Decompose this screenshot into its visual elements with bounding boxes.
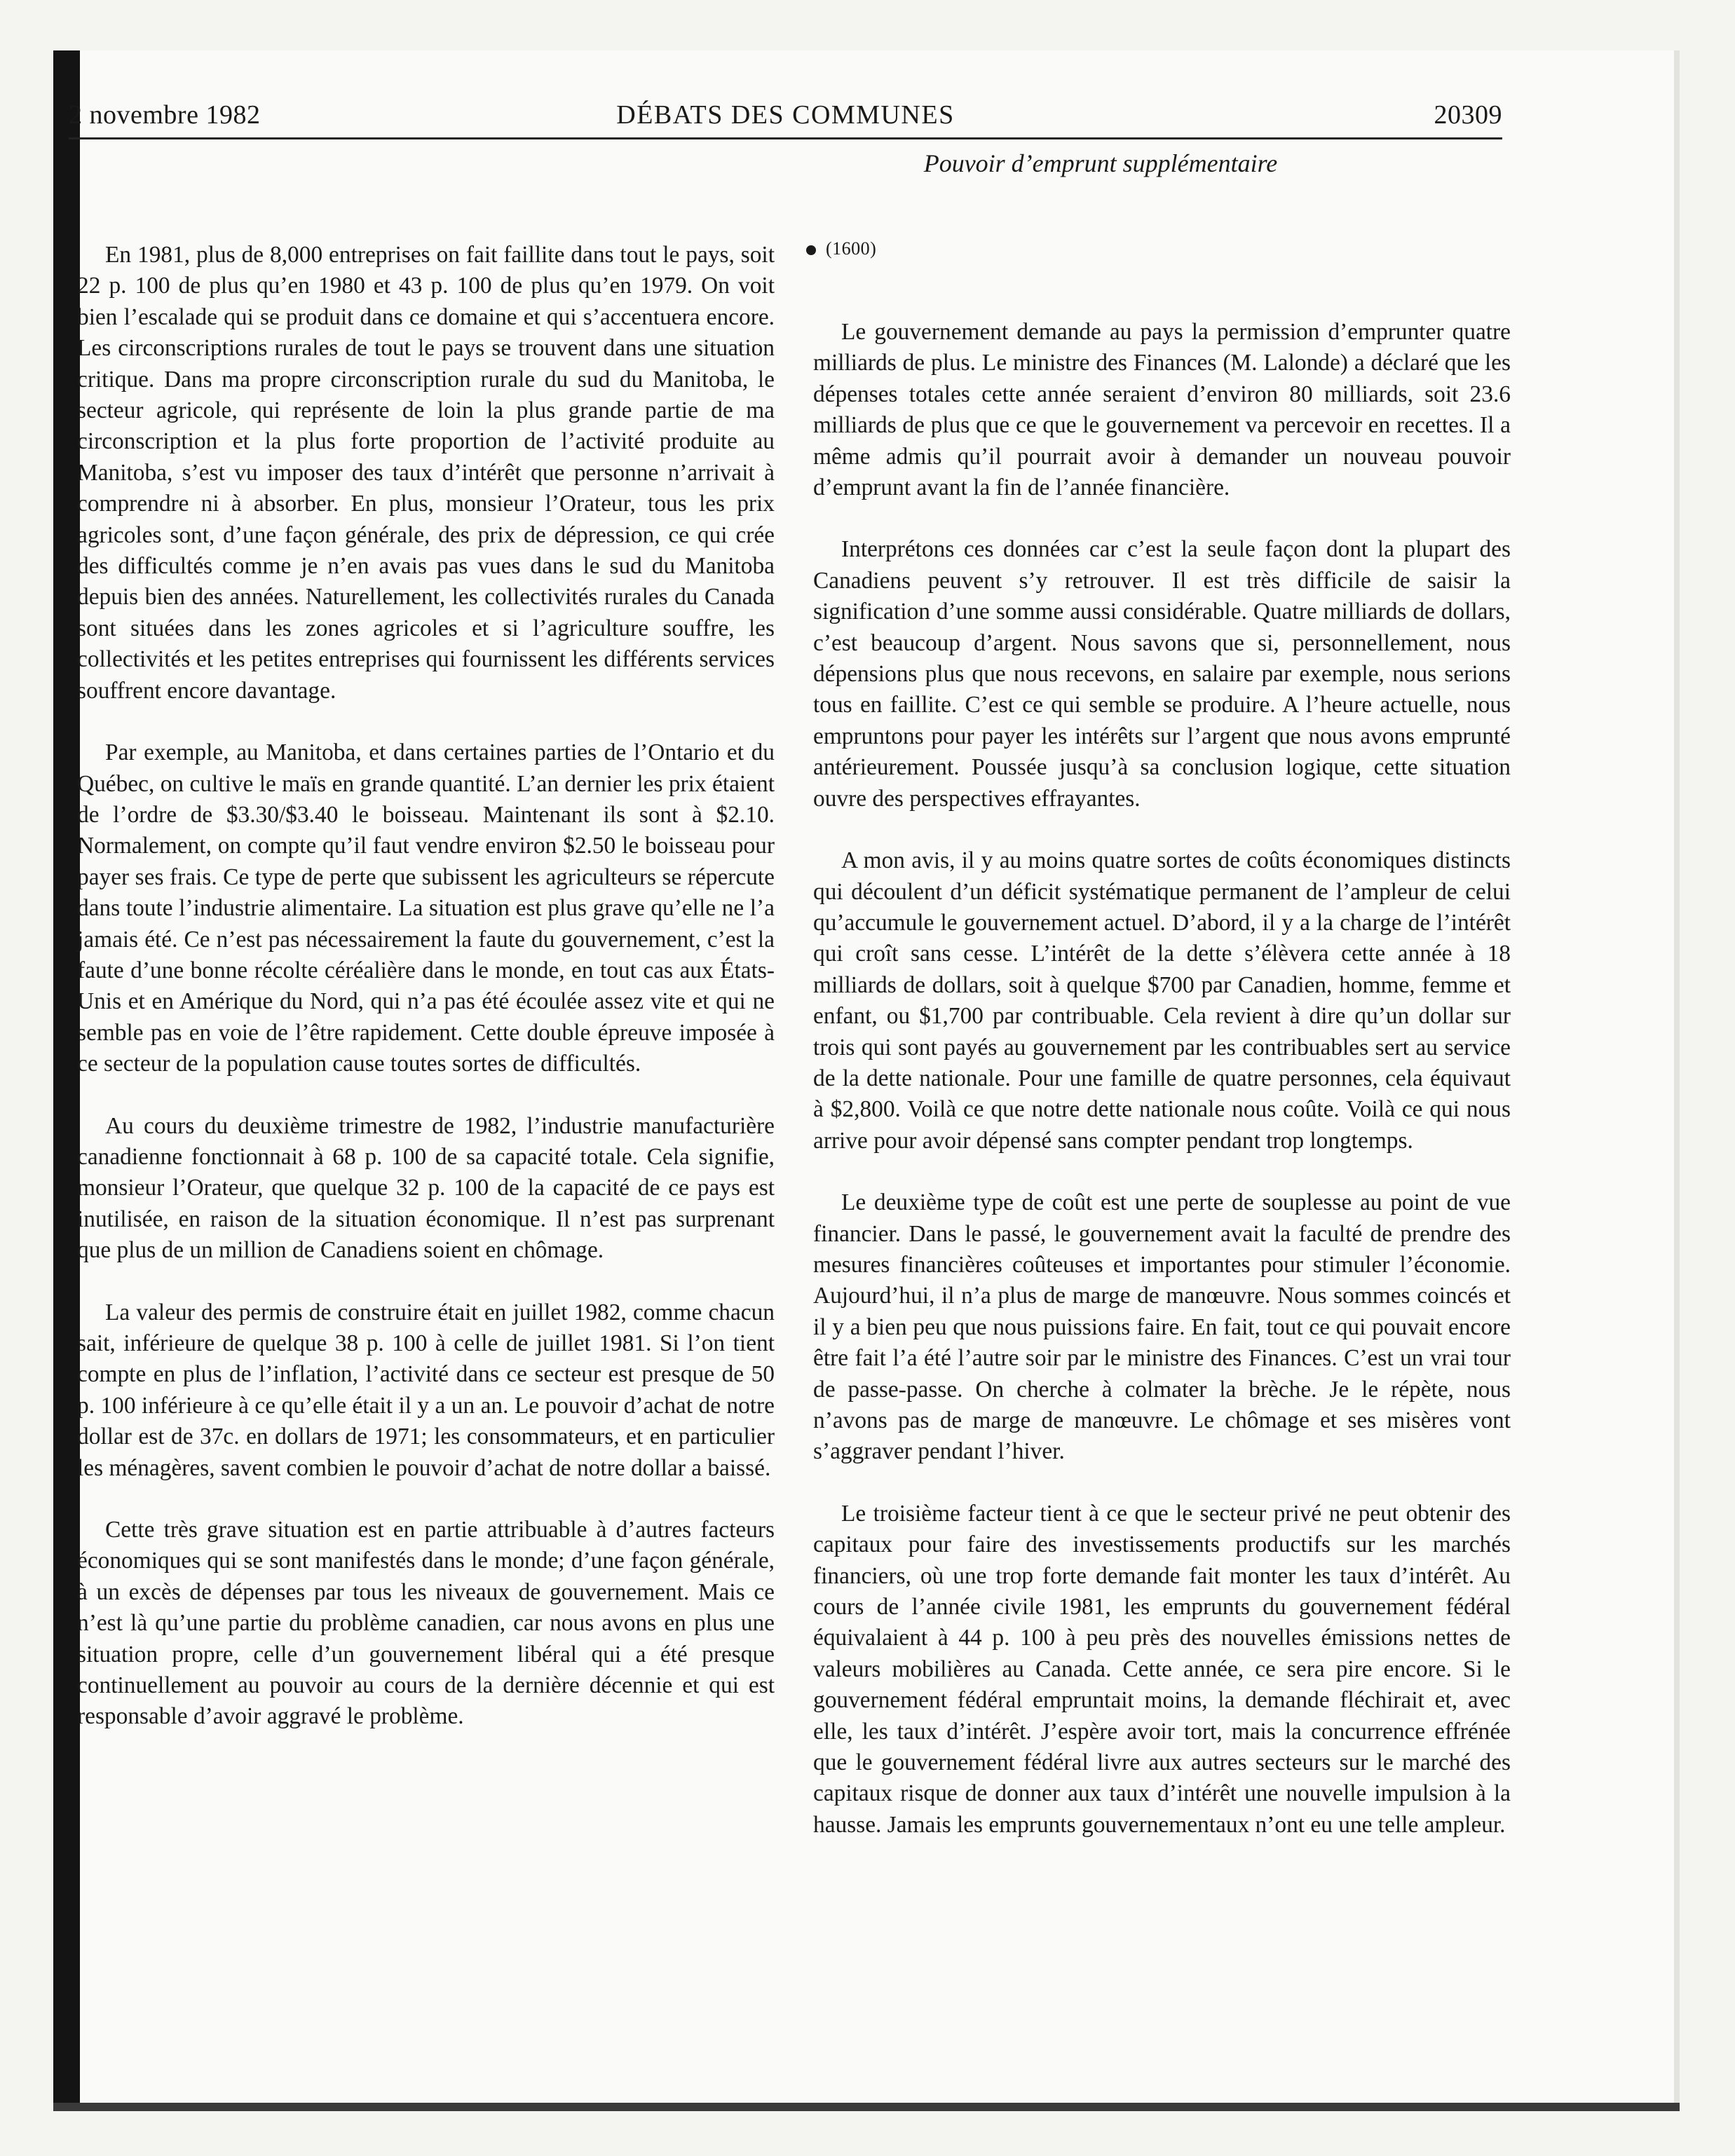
running-head: Pouvoir d’emprunt supplémentaire (923, 149, 1278, 177)
paragraph: Le troisième facteur tient à ce que le secteur privé ne peut obtenir des capitaux pour faire des investissements productifs sur les marchés financiers, où une trop forte demande fait monter les taux d’intérêt. Au cours de l’année civile 1981, les emprunts du gouvernement fédéral équivalaient à 44 p. 100 à peu près des nouvelles émissions nettes de valeurs mobilières au Canada. Cette année, ce sera pire encore. Si le gouvernement fédéral empruntait moins, la demande fléchirait et, avec elle, les taux d’intérêt. J’espère avoir tort, mais la concurrence effrénée que le gouvernement fédéral livre aux autres secteurs sur le marché des capitaux risque de donner aux taux d’intérêt une nouvelle impulsion à la hausse. Jamais les emprunts gouvernementaux n’ont eu une telle ampleur. (813, 1500, 1511, 1838)
header-title: DÉBATS DES COMMUNES (616, 100, 955, 130)
paragraph: A mon avis, il y au moins quatre sortes de coûts économiques distincts qui découlent d’un déficit systématique permanent de l’ampleur de celui qu’accumule le gouvernement actuel. D’abord, il y a la charge de l’intérêt qui croît sans cesse. L’intérêt de la dette s’élèvera cette année à 18 milliards de dollars, soit à quelque $700 par Canadien, homme, femme et enfant, ou $1,700 par contribuable. Cela revient à dire qu’un dollar sur trois qui sont payés au gouvernement par les contribuables sert au service de la dette nationale. Pour une famille de quatre personnes, cela équivaut à $2,800. Voilà ce que notre dette nationale nous coûte. Voilà ce qui nous arrive pour avoir dépensé sans compter pendant trop longtemps. (813, 847, 1511, 1154)
bullet-icon (806, 245, 816, 255)
paragraph: Au cours du deuxième trimestre de 1982, l’industrie manufacturière canadienne fonctionnait à 68 p. 100 de sa capacité totale. Cela signifie, monsieur l’Orateur, que quelque 32 p. 100 de la capacité de ce pays est inutilisée, en raison de la situation économique. Il n’est pas surprenant que plus de un million de Canadiens soient en chômage. (77, 1112, 775, 1264)
timestamp-marker (806, 238, 876, 259)
paragraph: En 1981, plus de 8,000 entreprises on fait faillite dans tout le pays, soit 22 p. 100 de plus qu’en 1980 et 43 p. 100 de plus qu’en 1979. On voit bien l’escalade qui se produit dans ce domaine et qui s’accentuera encore. Les circonscriptions rurales de tout le pays se trouvent dans une situation critique. Dans ma propre circonscription rurale du sud du Manitoba, le secteur agricole, qui représente de loin la plus grande partie de ma circonscription et la plus forte proportion de l’activité produite au Manitoba, s’est vu imposer des taux d’intérêt que personne n’arrivait à comprendre ni à absorber. En plus, monsieur l’Orateur, tous les prix agricoles sont, d’une façon générale, des prix de dépression, ce qui crée des difficultés comme je n’en avais pas vues dans le sud du Manitoba depuis bien des années. Naturellement, les collectivités rurales du Canada sont situées dans les zones agricoles et si l’agriculture souffre, les collectivités et les petites entreprises qui fournissent les différents services souffrent encore davantage. (77, 242, 775, 704)
paragraph: Par exemple, au Manitoba, et dans certaines parties de l’Ontario et du Québec, on cultive le maïs en grande quantité. L’an dernier les prix étaient de l’ordre de $3.30/$3.40 le boisseau. Maintenant ils sont à $2.10. Normalement, on compte qu’il faut vendre environ $2.50 le boisseau pour payer ses frais. Ce type de perte que subissent les agriculteurs se répercute dans toute l’industrie alimentaire. La situation est plus grave qu’elle ne l’a jamais été. Ce n’est pas nécessairement la faute du gouvernement, c’est la faute d’une bonne récolte céréalière dans le monde, en tout cas aux États-Unis et en Amérique du Nord, qui n’a pas été écoulée assez vite et qui ne semble pas en voie de l’être rapidement. Cette double épreuve imposée à ce secteur de la population cause toutes sortes de difficultés. (77, 739, 775, 1077)
page-header (69, 100, 1502, 139)
scan-bottom-edge (53, 2103, 1680, 2111)
left-column (77, 240, 775, 1763)
header-date: 2 novembre 1982 (69, 100, 261, 130)
paragraph: Cette très grave situation est en partie attribuable à d’autres facteurs économiques qui se sont manifestés dans le monde; d’une façon générale, à un excès de dépenses par tous les niveaux de gouvernement. Mais ce n’est là qu’une partie du problème canadien, car nous avons en plus une situation propre, celle d’un gouvernement libéral qui a été presque continuellement au pouvoir au cours de la dernière décennie et qui est responsable d’avoir aggravé le problème. (77, 1517, 775, 1730)
paragraph: Le deuxième type de coût est une perte de souplesse au point de vue financier. Dans le passé, le gouvernement avait la faculté de prendre des mesures financières coûteuses et importantes pour stimuler l’économie. Aujourd’hui, il n’a plus de marge de manœuvre. Nous sommes coincés et il y a bien peu que nous puissions faire. En fait, tout ce qui pouvait encore être fait l’a été l’autre soir par le ministre des Finances. C’est un vrai tour de passe-passe. On cherche à colmater la brèche. Je le répète, nous n’avons pas de marge de manœuvre. Le chômage et ses misères vont s’aggraver pendant l’hiver. (813, 1189, 1511, 1465)
scan-edge-shadow (53, 50, 80, 2111)
timestamp-text: (1600) (826, 238, 877, 259)
paragraph: La valeur des permis de construire était en juillet 1982, comme chacun sait, inférieure de quelque 38 p. 100 à celle de juillet 1981. Si l’on tient compte en plus de l’inflation, l’activité dans ce secteur est presque de 50 p. 100 inférieure à ce qu’elle était il y a un an. Le pouvoir d’achat de notre dollar est de 37c. en dollars de 1971; les consommateurs, et en particulier les ménagères, savent combien le pouvoir d’achat de notre dollar a baissé. (77, 1299, 775, 1481)
right-column (813, 317, 1511, 1871)
header-page-number: 20309 (1434, 100, 1502, 130)
paragraph: Interprétons ces données car c’est la seule façon dont la plupart des Canadiens peuvent s’y retrouver. Il est très difficile de saisir la signification d’une somme aussi considérable. Quatre milliards de dollars, c’est beaucoup d’argent. Nous savons que si, personnellement, nous dépensions plus que nous recevons, en salaire par exemple, nous serions tous en faillite. C’est ce qui semble se produire. A l’heure actuelle, nous empruntons pour payer les intérêts sur l’argent que nous avons emprunté antérieurement. Poussée jusqu’à sa conclusion logique, cette situation ouvre des perspectives effrayantes. (813, 536, 1511, 812)
scan-page-edge (1674, 50, 1680, 2111)
header-rule (69, 137, 1502, 139)
paragraph: Le gouvernement demande au pays la permission d’emprunter quatre milliards de plus. Le ministre des Finances (M. Lalonde) a déclaré que les dépenses totales cette année seraient d’environ 80 milliards, soit 23.6 milliards de plus que ce que le gouvernement va percevoir en recettes. Il a même admis qu’il pourrait avoir à demander un nouveau pouvoir d’emprunt avant la fin de l’année financière. (813, 319, 1511, 501)
